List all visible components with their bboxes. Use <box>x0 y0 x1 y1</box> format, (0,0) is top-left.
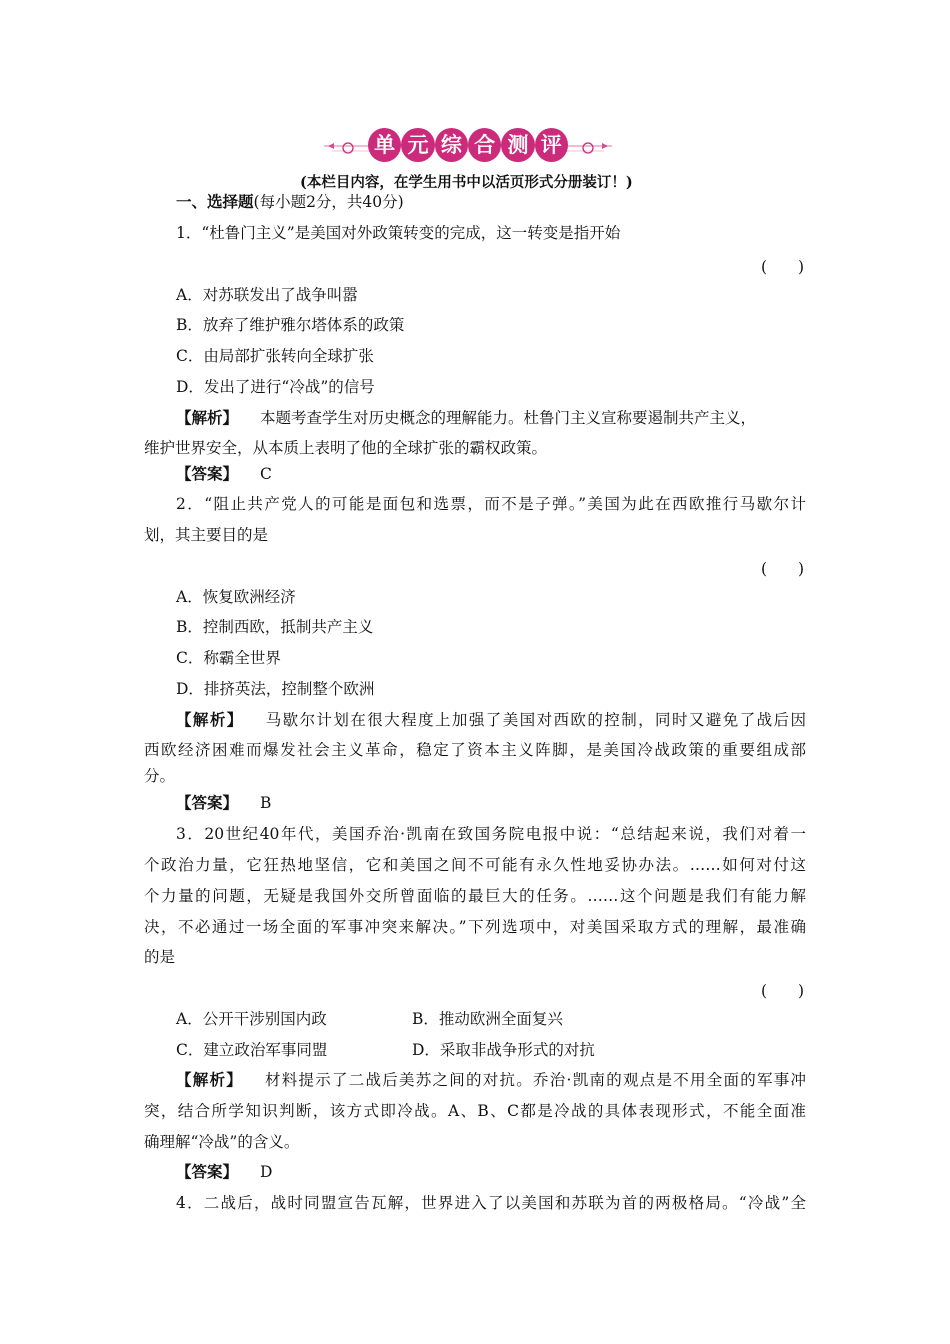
analysis-text: 马歇尔计划在很大程度上加强了美国对西欧的控制，同时又避免了战后因 <box>265 711 806 729</box>
q3-stem: 3．20世纪40年代，美国乔治·凯南在致国务院电报中说：“总结起来说，我们对着一 <box>176 825 806 843</box>
q3-option-b: B．推动欧洲全面复兴 <box>412 1010 563 1028</box>
q2-analysis-end: 分。 <box>144 767 176 785</box>
q3-stem-cont: 个力量的问题，无疑是我国外交所曾面临的最巨大的任务。……这个问题是我们有能力解 <box>144 887 806 905</box>
banner-char: 合 <box>468 128 501 162</box>
analysis-text: 材料提示了二战后美苏之间的对抗。乔治·凯南的观点是不用全面的军事冲 <box>265 1071 806 1089</box>
q2-stem: 2．“阻止共产党人的可能是面包和选票，而不是子弹。”美国为此在西欧推行马歇尔计 <box>176 495 806 513</box>
binding-note: (本栏目内容，在学生用书中以活页形式分册装订！) <box>300 174 633 191</box>
banner-char: 评 <box>535 128 568 162</box>
analysis-tag: 【解析】 <box>176 409 239 427</box>
q1-answer-bracket: ( ) <box>761 258 805 276</box>
banner-char: 综 <box>435 128 468 162</box>
analysis-tag: 【解析】 <box>176 1071 244 1089</box>
q3-stem-cont: 决，不必通过一场全面的军事冲突来解决。”下列选项中，对美国采取方式的理解，最准确 <box>144 918 806 936</box>
q1-stem: 1．“杜鲁门主义”是美国对外政策转变的完成，这一转变是指开始 <box>176 224 621 242</box>
q2-option-a: A．恢复欧洲经济 <box>176 588 296 606</box>
q3-answer-bracket: ( ) <box>761 982 805 1000</box>
q2-option-c: C．称霸全世界 <box>176 649 281 667</box>
q1-answer <box>176 464 272 484</box>
analysis-text: 本题考查学生对历史概念的理解能力。杜鲁门主义宣称要遏制共产主义， <box>260 409 757 427</box>
answer-tag: 【答案】 <box>176 794 239 812</box>
q1-option-a: A．对苏联发出了战争叫嚣 <box>176 286 358 304</box>
section-heading <box>176 190 404 212</box>
banner-char: 元 <box>401 128 434 162</box>
section-label: 一、选择题 <box>176 193 254 211</box>
q3-analysis-cont: 突，结合所学知识判断，该方式即冷战。A、B、C都是冷战的具体表现形式，不能全面准 <box>144 1102 806 1120</box>
q3-option-a: A．公开干涉别国内政 <box>176 1010 327 1028</box>
answer-value: B <box>260 794 272 812</box>
q1-option-b: B．放弃了维护雅尔塔体系的政策 <box>176 316 405 334</box>
answer-tag: 【答案】 <box>176 1163 239 1181</box>
q2-analysis-cont: 西欧经济困难而爆发社会主义革命，稳定了资本主义阵脚，是美国冷战政策的重要组成部 <box>144 741 806 759</box>
q2-answer <box>176 793 271 813</box>
banner-title <box>368 128 568 162</box>
q1-option-c: C．由局部扩张转向全球扩张 <box>176 347 374 365</box>
q2-stem-cont: 划，其主要目的是 <box>144 526 269 544</box>
q4-stem: 4．二战后，战时同盟宣告瓦解，世界进入了以美国和苏联为首的两极格局。“冷战”全 <box>176 1194 806 1212</box>
q2-analysis <box>176 710 806 730</box>
q3-option-d: D．采取非战争形式的对抗 <box>412 1041 595 1059</box>
answer-value: D <box>260 1163 273 1181</box>
q1-option-d: D．发出了进行“冷战”的信号 <box>176 378 375 396</box>
section-rule: (每小题2分，共40分) <box>253 193 404 211</box>
banner-char: 单 <box>368 128 401 162</box>
q2-option-d: D．排挤英法，控制整个欧洲 <box>176 680 375 698</box>
q3-option-c: C．建立政治军事同盟 <box>176 1041 328 1059</box>
q1-analysis <box>176 408 756 428</box>
banner-char: 测 <box>501 128 534 162</box>
answer-value: C <box>260 465 272 483</box>
q3-analysis <box>176 1070 806 1090</box>
answer-tag: 【答案】 <box>176 465 239 483</box>
q1-analysis-cont: 维护世界安全，从本质上表明了他的全球扩张的霸权政策。 <box>144 439 548 457</box>
q3-stem-end: 的是 <box>144 948 176 966</box>
q3-answer <box>176 1162 272 1182</box>
analysis-tag: 【解析】 <box>176 711 244 729</box>
q2-option-b: B．控制西欧，抵制共产主义 <box>176 618 374 636</box>
q2-answer-bracket: ( ) <box>761 560 805 578</box>
q3-analysis-end: 确理解“冷战”的含义。 <box>144 1133 300 1151</box>
q3-stem-cont: 个政治力量，它狂热地坚信，它和美国之间不可能有永久性地妥协办法。……如何对付这 <box>144 856 806 874</box>
